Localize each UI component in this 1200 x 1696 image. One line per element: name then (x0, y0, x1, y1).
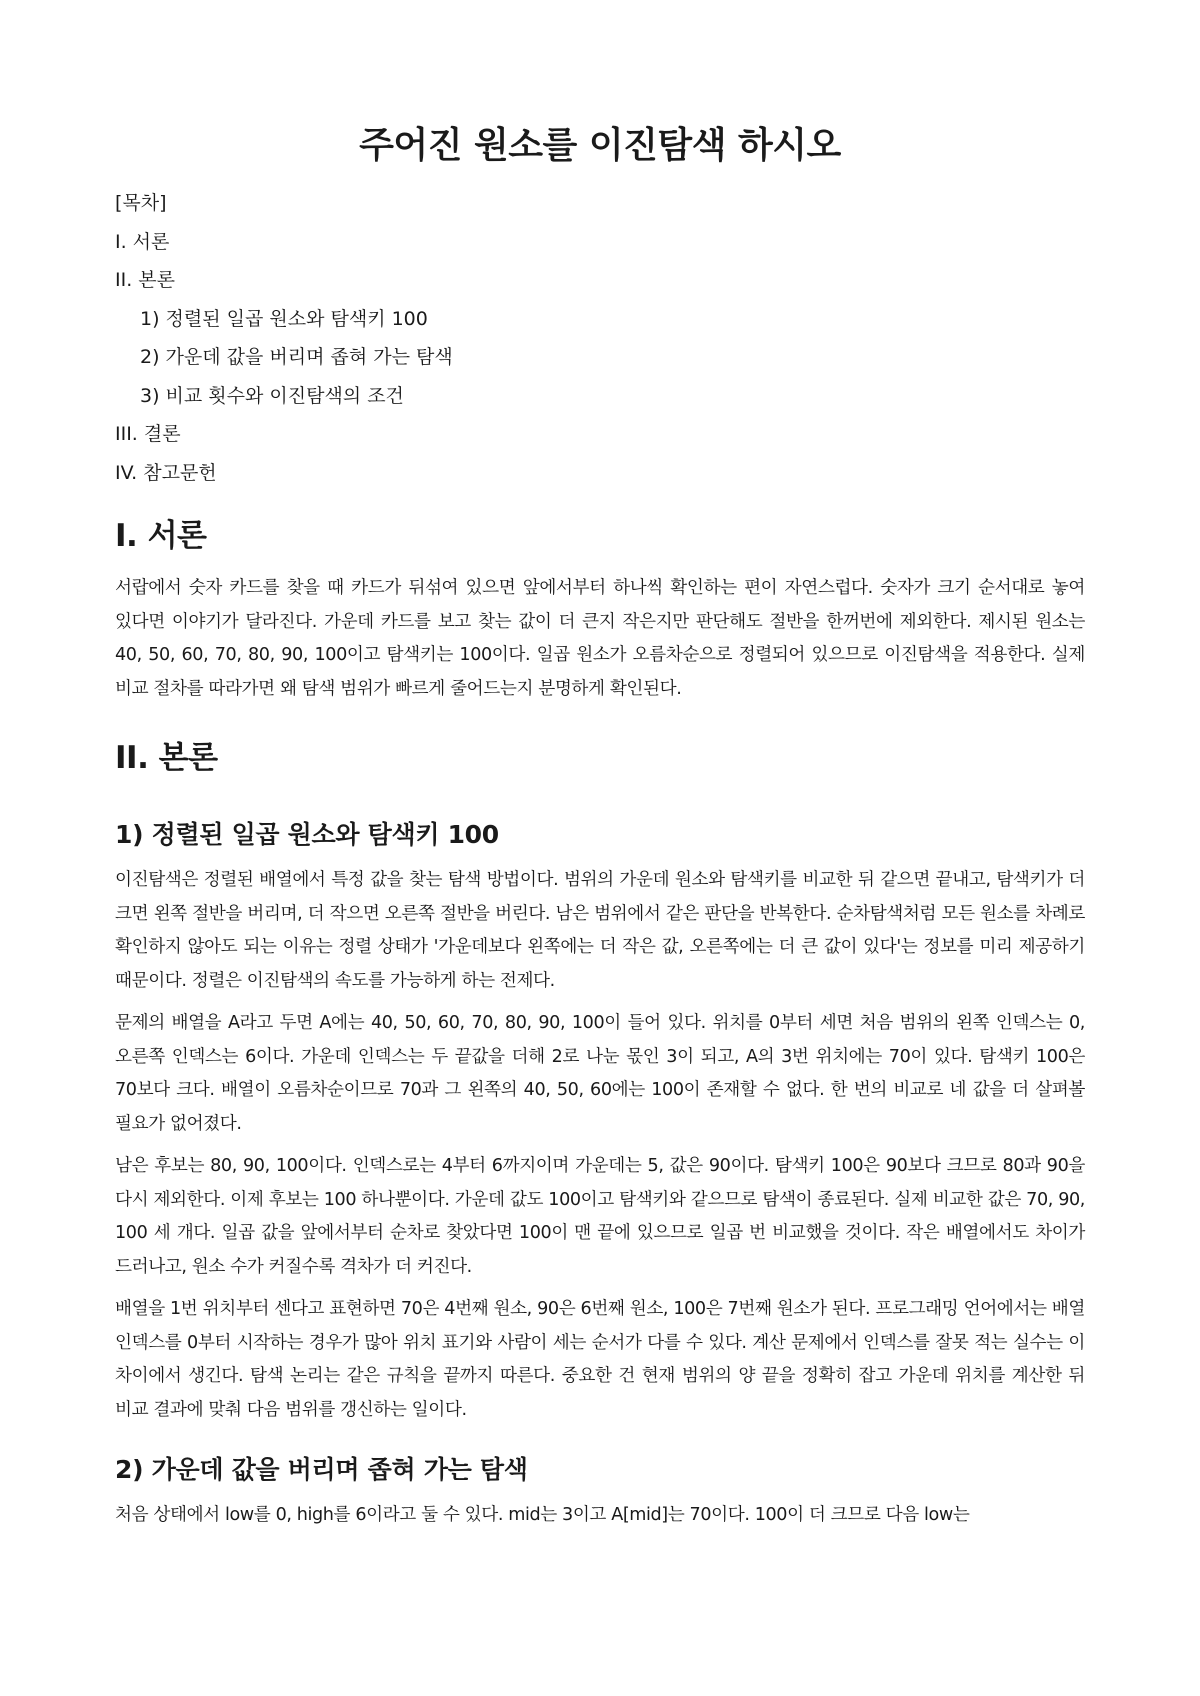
document-title: 주어진 원소를 이진탐색 하시오 (359, 125, 841, 166)
body-paragraph: 이진탐색은 정렬된 배열에서 특정 값을 찾는 탐색 방법이다. 범위의 가운데 원소와 탐색키를 비교한 뒤 같으면 끝내고, 탐색키가 더 크면 왼쪽 절반을 버리며, 더 작으면 오른쪽 절반을 버린다. 남은 범위에서 같은 판단을 반복한다. 순차탐색처럼 모든 원소를 차례로 확인하지 않아도 되는 이유는 정렬 상태가 '가운데보다 왼쪽에는 더 작은 값, 오른쪽에는 더 큰 값이 있다'는 정보를 미리 제공하기 때문이다. 정렬은 이진탐색의 속도를 가능하게 하는 전제다. (115, 870, 1085, 991)
toc-item-body: II. 본론 (115, 269, 175, 291)
section-heading-intro: I. 서론 (115, 518, 207, 554)
toc-item-conclusion: III. 결론 (115, 423, 181, 445)
body-paragraph: 남은 후보는 80, 90, 100이다. 인덱스로는 4부터 6까지이며 가운데는 5, 값은 90이다. 탐색키 100은 90보다 크므로 80과 90을 다시 제외한다. 이제 후보는 100 하나뿐이다. 가운데 값도 100이고 탐색키와 같으므로 탐색이 종료된다. 실제 비교한 값은 70, 90, 100 세 개다. 일곱 값을 앞에서부터 순차로 찾았다면 100이 맨 끝에 있으므로 일곱 번 비교했을 것이다. 작은 배열에서도 차이가 드러나고, 원소 수가 커질수록 격차가 더 커진다. (115, 1156, 1085, 1277)
subsection-heading-1: 1) 정렬된 일곱 원소와 탐색키 100 (115, 820, 499, 849)
toc-item-references: IV. 참고문헌 (115, 461, 217, 484)
toc-heading: [목차] (115, 192, 167, 214)
section-heading-body: II. 본론 (115, 740, 218, 776)
subsection-heading-2: 2) 가운데 값을 버리며 좁혀 가는 탐색 (115, 1455, 528, 1484)
toc-item-intro: I. 서론 (115, 230, 170, 253)
table-of-contents (115, 184, 1085, 492)
body-paragraph: 문제의 배열을 A라고 두면 A에는 40, 50, 60, 70, 80, 90, 100이 들어 있다. 위치를 0부터 세면 처음 범위의 왼쪽 인덱스는 0, 오른쪽 인덱스는 6이다. 가운데 인덱스는 두 끝값을 더해 2로 나눈 몫인 3이 되고, A의 3번 위치에는 70이 있다. 탐색키 100은 70보다 크다. 배열이 오름차순이므로 70과 그 왼쪽의 40, 50, 60에는 100이 존재할 수 없다. 한 번의 비교로 네 값을 더 살펴볼 필요가 없어졌다. (115, 1013, 1085, 1134)
intro-paragraph: 서랍에서 숫자 카드를 찾을 때 카드가 뒤섞여 있으면 앞에서부터 하나씩 확인하는 편이 자연스럽다. 숫자가 크기 순서대로 놓여 있다면 이야기가 달라진다. 가운데 카드를 보고 찾는 값이 더 큰지 작은지만 판단해도 절반을 한꺼번에 제외한다. 제시된 원소는 40, 50, 60, 70, 80, 90, 100이고 탐색키는 100이다. 일곱 원소가 오름차순으로 정렬되어 있으므로 이진탐색을 적용한다. 실제 비교 절차를 따라가면 왜 탐색 범위가 빠르게 줄어드는지 분명하게 확인된다. (115, 578, 1085, 699)
toc-item-body-1: 1) 정렬된 일곱 원소와 탐색키 100 (140, 307, 428, 330)
body-paragraph: 처음 상태에서 low를 0, high를 6이라고 둘 수 있다. mid는 3이고 A[mid]는 70이다. 100이 더 크므로 다음 low는 (115, 1505, 970, 1525)
toc-item-body-2: 2) 가운데 값을 버리며 좁혀 가는 탐색 (140, 346, 453, 368)
toc-item-body-3: 3) 비교 횟수와 이진탐색의 조건 (140, 384, 404, 407)
body-paragraph: 배열을 1번 위치부터 센다고 표현하면 70은 4번째 원소, 90은 6번째 원소, 100은 7번째 원소가 된다. 프로그래밍 언어에서는 배열 인덱스를 0부터 시작하는 경우가 많아 위치 표기와 사람이 세는 순서가 다를 수 있다. 계산 문제에서 인덱스를 잘못 적는 실수는 이 차이에서 생긴다. 탐색 논리는 같은 규칙을 끝까지 따른다. 중요한 건 현재 범위의 양 끝을 정확히 잡고 가운데 위치를 계산한 뒤 비교 결과에 맞춰 다음 범위를 갱신하는 일이다. (115, 1299, 1085, 1420)
